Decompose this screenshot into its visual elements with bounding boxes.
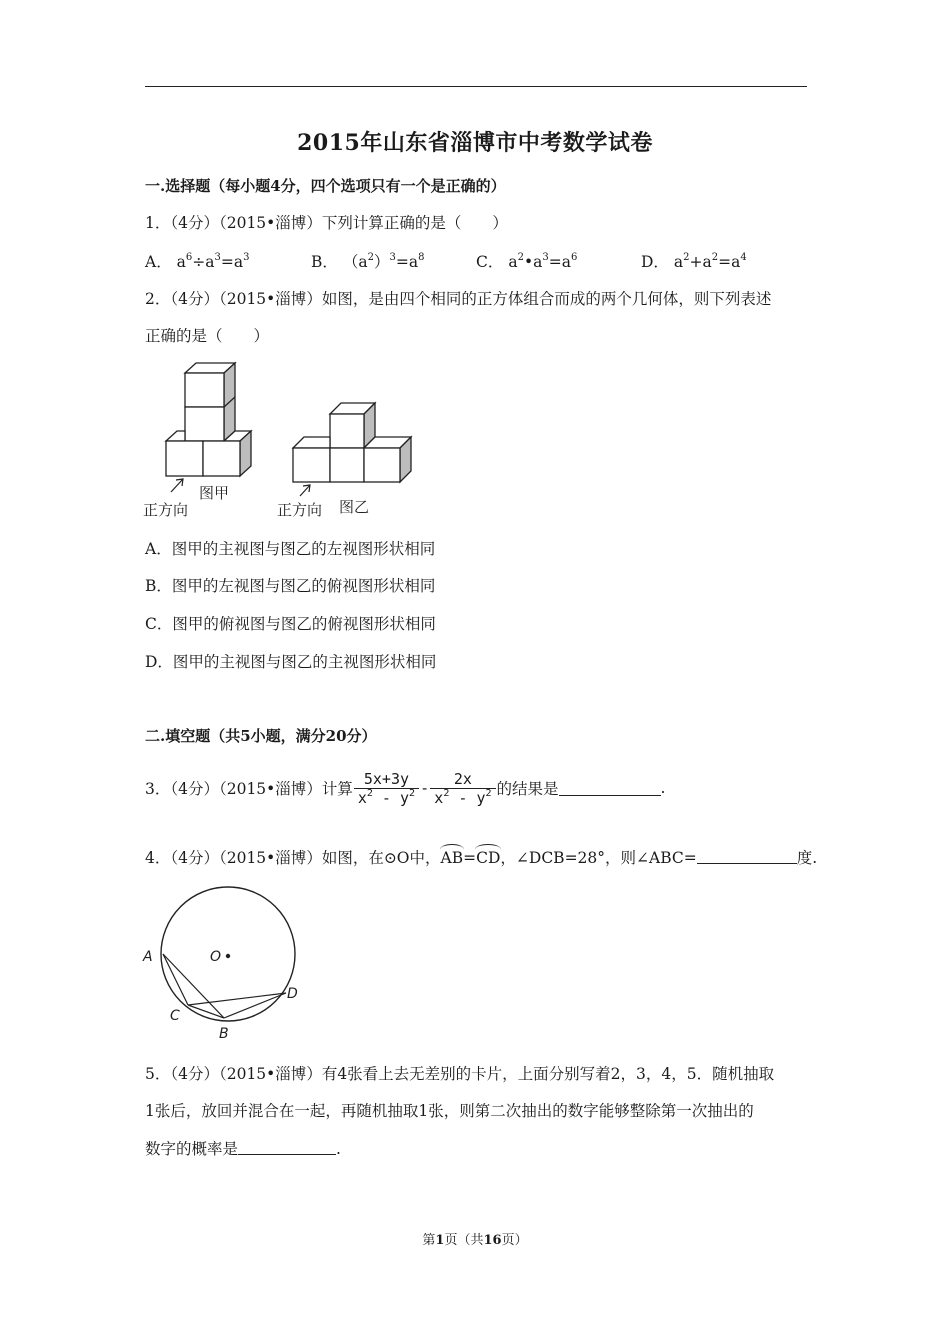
fraction-2: $\frac{2x}{x^2 - y^2}$: [430, 770, 495, 807]
fraction-1: $\frac{5x+3y}{x^2 - y^2}$: [354, 770, 419, 807]
svg-text:D: D: [287, 986, 298, 1002]
section-2-heading: 二.填空题（共5小题，满分20分）: [145, 727, 377, 745]
answer-blank[interactable]: [238, 1140, 336, 1155]
arc-ab: AB: [440, 849, 464, 867]
question-2-option-a: A．图甲的主视图与图乙的左视图形状相同: [145, 540, 436, 558]
page-title: 2015年山东省淄博市中考数学试卷: [297, 130, 653, 156]
question-4: 4．（4分）（2015•淄博）如图，在⊙O中，AB=CD，∠DCB=28°，则∠ABC= 度.: [145, 849, 818, 867]
question-2-option-d: D．图甲的主视图与图乙的主视图形状相同: [145, 653, 437, 671]
question-2-option-b: B．图甲的左视图与图乙的俯视图形状相同: [145, 577, 436, 595]
figure-yi-name: 图乙: [339, 498, 370, 516]
svg-text:A: A: [143, 949, 153, 965]
question-1-option-a: A． $a^6\div a^3=a^3$: [145, 252, 250, 271]
question-2-option-c: C．图甲的俯视图与图乙的俯视图形状相同: [145, 615, 436, 633]
header-rule: [145, 86, 807, 87]
question-3: 3．（4分）（2015•淄博）计算 $\frac{5x+3y}{x^2 - y^2}$ - $\frac{2x}{x^2 - y^2}$ 的结果是 .: [145, 769, 666, 807]
question-2-stem-line2: 正确的是（ ）: [145, 327, 270, 345]
answer-blank[interactable]: [697, 849, 797, 864]
page-footer: 第1页（共16页）: [422, 1233, 528, 1248]
svg-text:O: O: [210, 949, 222, 965]
question-1-option-d: D． $a^2+a^2=a^4$: [641, 252, 747, 271]
answer-blank[interactable]: [559, 781, 661, 796]
figure-yi-cubes: [293, 403, 411, 482]
arc-cd: CD: [476, 849, 501, 867]
figure-jia-name: 图甲: [199, 484, 230, 502]
question-5-line3: 数字的概率是 .: [145, 1140, 341, 1158]
figure-yi-direction-label: 正方向: [277, 501, 323, 519]
figure-jia-cubes: [166, 363, 251, 476]
svg-text:B: B: [219, 1026, 229, 1042]
cube-figures: [138, 360, 428, 520]
svg-text:C: C: [170, 1008, 180, 1024]
circle-figure: [140, 882, 310, 1042]
question-1-stem: 1．（4分）（2015•淄博）下列计算正确的是（ ）: [145, 214, 508, 232]
section-1-heading: 一.选择题（每小题4分，四个选项只有一个是正确的）: [145, 177, 506, 195]
question-2-stem-line1: 2．（4分）（2015•淄博）如图，是由四个相同的正方体组合而成的两个几何体，则下列表述: [145, 290, 772, 308]
question-5-line1: 5．（4分）（2015•淄博）有4张看上去无差别的卡片，上面分别写着2，3，4，5．随机抽取: [145, 1065, 775, 1083]
figure-jia-direction-label: 正方向: [143, 501, 189, 519]
question-1-option-c: C． $a^2•a^3=a^6$: [476, 252, 578, 271]
direction-arrow-icon: [171, 479, 310, 496]
question-5-line2: 1张后，放回并混合在一起，再随机抽取1张，则第二次抽出的数字能够整除第一次抽出的: [145, 1102, 754, 1120]
question-1-option-b: B． $(a^2)^3=a^8$: [311, 252, 425, 271]
center-point-icon: [226, 954, 230, 958]
